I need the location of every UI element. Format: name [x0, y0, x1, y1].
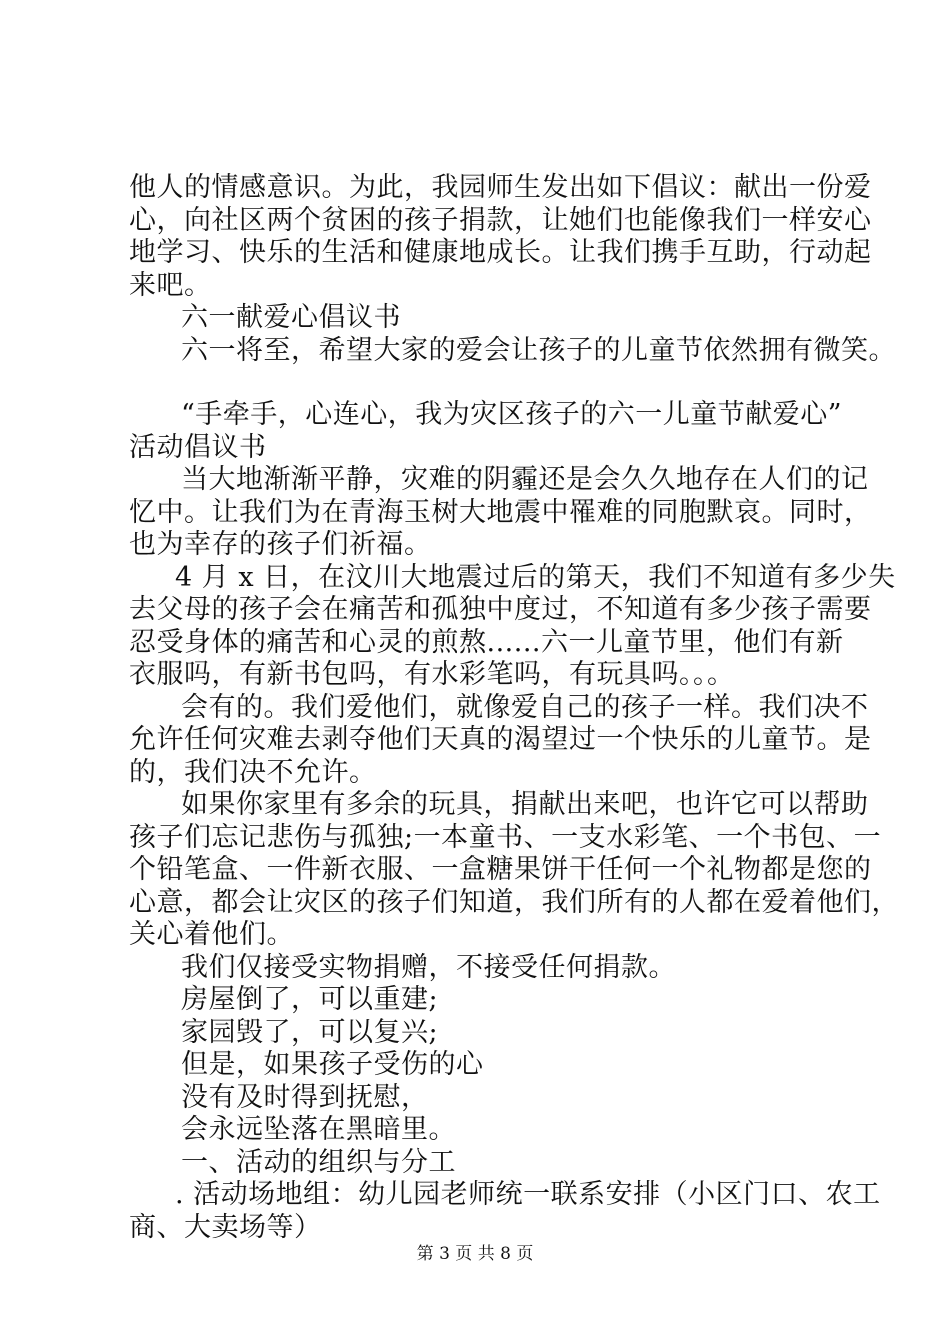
text-line: 孩子们忘记悲伤与孤独;一本童书、一支水彩笔、一个书包、一: [129, 821, 882, 853]
text-line: 我们仅接受实物捐赠，不接受任何捐款。: [181, 951, 676, 983]
poem-line: 会永远坠落在黑暗里。: [181, 1114, 456, 1145]
text-line: 如果你家里有多余的玩具，捐献出来吧，也许它可以帮助: [181, 789, 869, 820]
text-line: 4 月 x 日，在汶川大地震过后的第天，我们不知道有多少失: [175, 561, 896, 593]
text-line: 心意，都会让灾区的孩子们知道，我们所有的人都在爱着他们，: [129, 886, 899, 918]
poem-line: 家园毁了，可以复兴;: [181, 1016, 439, 1048]
text-line: 允许任何灾难去剥夺他们天真的渴望过一个快乐的儿童节。是: [129, 724, 872, 755]
poem-line: 没有及时得到抚慰，: [181, 1081, 429, 1113]
page-number: 第 3 页 共 8 页: [416, 1244, 534, 1264]
text-line: 也为幸存的孩子们祈福。: [129, 529, 432, 560]
section-heading: 一、活动的组织与分工: [181, 1146, 456, 1178]
poem-line: 但是，如果孩子受伤的心: [181, 1049, 484, 1080]
text-line: 的，我们决不允许。: [129, 756, 377, 788]
text-line: 心，向社区两个贫困的孩子捐款，让她们也能像我们一样安心: [129, 204, 872, 236]
text-line: 个铅笔盒、一件新衣服、一盒糖果饼干任何一个礼物都是您的: [129, 854, 872, 885]
text-line: 他人的情感意识。为此，我园师生发出如下倡议：献出一份爱: [129, 172, 872, 203]
text-line: 六一将至，希望大家的爱会让孩子的儿童节依然拥有微笑。: [181, 334, 896, 366]
section-heading: 六一献爱心倡议书: [181, 302, 401, 333]
text-line: 忆中。让我们为在青海玉树大地震中罹难的同胞默哀。同时，: [129, 496, 872, 528]
document-body: [129, 172, 899, 1244]
poem-line: 房屋倒了，可以重建;: [181, 984, 439, 1015]
text-line: 去父母的孩子会在痛苦和孤独中度过，不知道有多少孩子需要: [129, 594, 872, 625]
text-line: 关心着他们。: [129, 919, 294, 950]
text-line: 当大地渐渐平静，灾难的阴霾还是会久久地存在人们的记: [181, 464, 869, 495]
text-line: 忍受身体的痛苦和心灵的煎熬......六一儿童节里，他们有新: [129, 626, 844, 658]
text-line: 会有的。我们爱他们，就像爱自己的孩子一样。我们决不: [181, 691, 869, 723]
text-line: 衣服吗，有新书包吗，有水彩笔吗，有玩具吗。。。: [129, 659, 735, 690]
section-heading: 活动倡议书: [129, 431, 267, 463]
blank-line: [129, 367, 849, 399]
text-line: 地学习、快乐的生活和健康地成长。让我们携手互助，行动起: [129, 237, 872, 268]
section-heading: “手牵手，心连心，我为灾区孩子的六一儿童节献爱心”: [181, 399, 843, 430]
text-line: . 活动场地组：幼儿园老师统一联系安排（小区门口、农工: [175, 1179, 881, 1210]
text-line: 商、大卖场等）: [129, 1211, 322, 1243]
text-line: 来吧。: [129, 269, 212, 301]
